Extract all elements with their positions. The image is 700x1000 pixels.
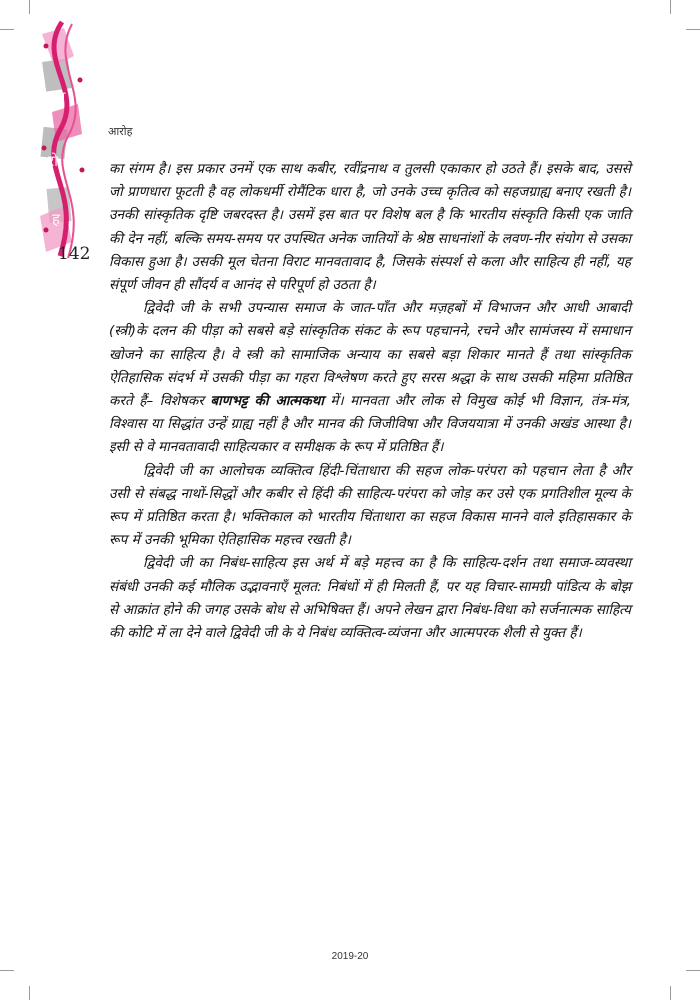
paragraph-text: द्विवेदी जी का निबंध-साहित्य इस अर्थ में बड़े महत्त्व का है कि साहित्य-दर्शन तथा समाज-व्यवस्था संबंधी उनकी कई मौलिक उद्भावनाएँ मूलत: निबंधों में ही मिलती हैं, पर यह विचार-सामग्री पांडित्य के बोझ से आक्रांत होने की जगह उसके बोध से अभिषिक्त हैं। अपने लेखन द्वारा निबंध-विधा को सर्जनात्मक साहित्य की कोटि में ला देने वाले द्विवेदी जी के ये निबंध व्यक्तित्व-व्यंजना और आत्मपरक शैली से युक्त हैं। xyxy=(109,555,631,642)
crop-mark xyxy=(0,970,14,971)
crop-mark xyxy=(29,0,30,14)
paragraph xyxy=(109,297,631,459)
page-number: 142 xyxy=(58,244,91,264)
crop-mark xyxy=(686,29,700,30)
paragraph xyxy=(109,552,631,645)
paragraph-text: द्विवेदी जी का आलोचक व्यक्तित्व हिंदी-चिंताधारा की सहज लोक-परंपरा को पहचान लेता है और उसी से संबद्ध नाथों-सिद्धों और कबीर से हिंदी की साहित्य-परंपरा को जोड़ कर उसे एक प्रगतिशील मूल्य के रूप में प्रतिष्ठित करता है। भक्तिकाल को भारतीय चिंताधारा का सहज विकास मानने वाले इतिहासकार के रूप में उनकी भूमिका ऐतिहासिक महत्त्व रखती है। xyxy=(109,462,631,549)
paragraph xyxy=(109,158,631,297)
paragraph-text: का संगम है। इस प्रकार उनमें एक साथ कबीर, रवींद्रनाथ व तुलसी एकाकार हो उठते हैं। इसके बाद, उससे जो प्राणधारा फूटती है वह लोकधर्मी रोमैंटिक धारा है, जो उनके उच्च कृतित्व को सहजग्राह्य बनाए रखती है। उनकी सांस्कृतिक दृष्टि जबरदस्त है। उसमें इस बात पर विशेष बल है कि भारतीय संस्कृति किसी एक जाति की देन नहीं, बल्कि समय-समय पर उपस्थित अनेक जातियों के श्रेष्ठ साधनांशों के लवण-नीर संयोग से उसका विकास हुआ है। उसकी मूल चेतना विराट मानवतावाद है, जिसके संस्पर्श से कला और साहित्य ही नहीं, यह संपूर्ण जीवन ही सौंदर्य व आनंद से परिपूर्ण हो उठता है। xyxy=(109,161,631,294)
crop-mark xyxy=(686,970,700,971)
footer-year: 2019-20 xyxy=(331,951,369,962)
paragraph-text: द्विवेदी जी के सभी उपन्यास समाज के जात-पाँत और मज़हबों में विभाजन और आधी आबादी (स्त्री)के दलन की पीड़ा को सबसे बड़े सांस्कृतिक संकट के रूप पहचानने, रचने और सामंजस्य में समाधान खोजने का साहित्य है। वे स्त्री को सामाजिक अन्याय का सबसे बड़ा शिकार मानते हैं तथा सांस्कृतिक ऐतिहासिक संदर्भ में उसकी पीड़ा का गहरा विश्लेषण करते हुए सरस श्रद्धा के साथ उसकी महिमा प्रतिष्ठित करते हैं– विशेषकर xyxy=(109,300,631,410)
body-text xyxy=(109,158,631,645)
crop-mark xyxy=(29,986,30,1000)
book-title: आरोह xyxy=(108,125,133,138)
decorative-ribbon-graphic xyxy=(34,20,92,260)
crop-mark xyxy=(670,986,671,1000)
side-letter: रो xyxy=(48,152,59,170)
paragraph xyxy=(109,460,631,553)
crop-mark xyxy=(0,29,14,30)
crop-mark xyxy=(670,0,671,14)
book-title-emphasis: बाणभट्ट की आत्मकथा xyxy=(210,393,324,410)
side-letter: ह xyxy=(52,210,60,228)
side-letter: आ xyxy=(50,88,66,106)
paragraph-text: में। मानवता और लोक से विमुख कोई भी विज्ञान, तंत्र-मंत्र, विश्वास या सिद्धांत उन्हें ग्राह्य नहीं है और मानव की जिजीविषा और विजययात्रा में उनकी अखंड आस्था है। इसी से वे मानवतावादी साहित्यकार व समीक्षक के रूप में प्रतिष्ठित हैं। xyxy=(109,393,631,456)
